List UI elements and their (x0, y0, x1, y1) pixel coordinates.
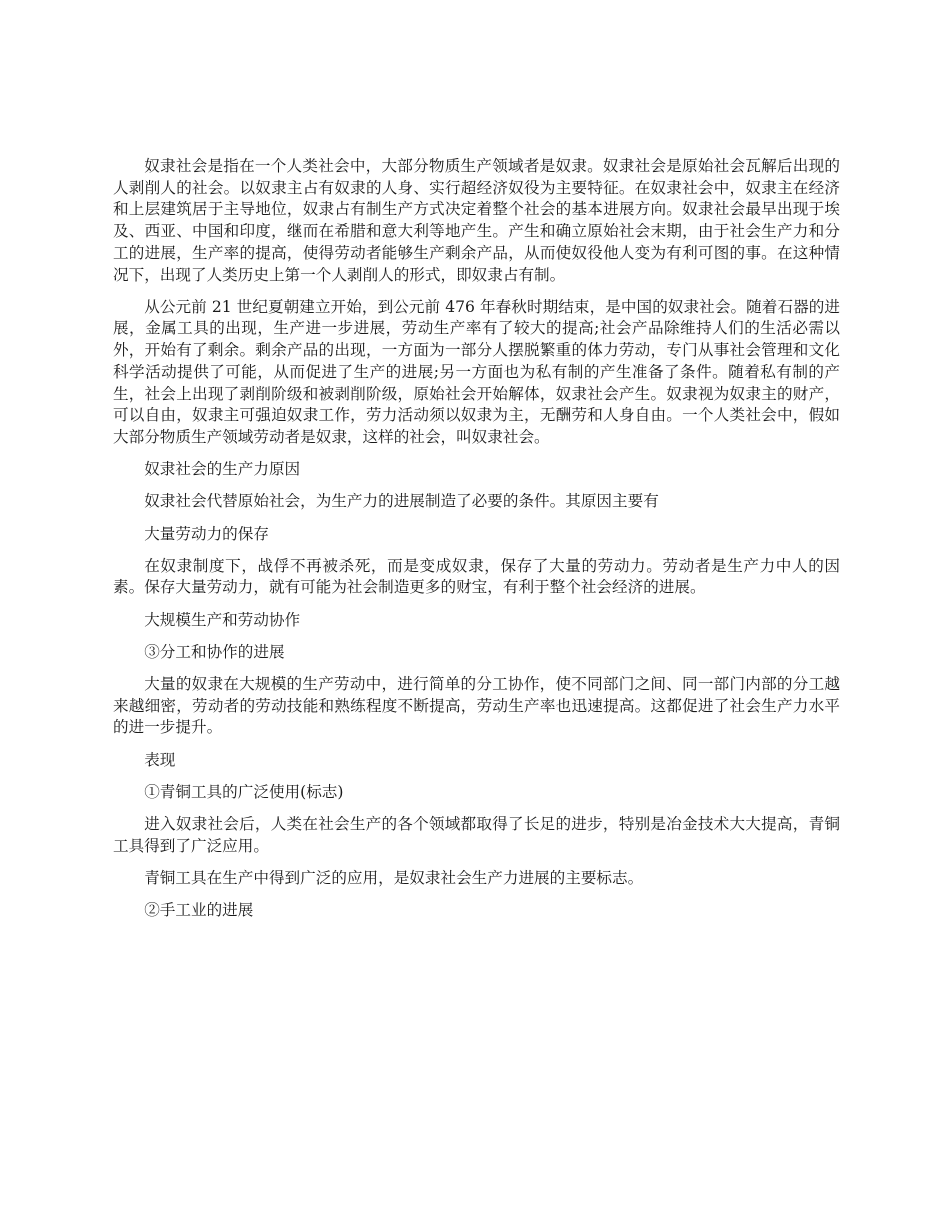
paragraph-bronze-significance: 青铜工具在生产中得到广泛的应用，是奴隶社会生产力进展的主要标志。 (144, 868, 644, 887)
heading-labor-preservation: 大量劳动力的保存 (144, 524, 269, 543)
paragraph-intro: 奴隶社会是指在一个人类社会中，大部分物质生产领域者是奴隶。奴隶社会是原始社会瓦解后出现的人剥削人的社会。以奴隶主占有奴隶的人身、实行超经济奴役为主要特征。在奴隶社会中，奴隶主在经济和上层建筑居于主导地位，奴隶占有制生产方式决定着整个社会的基本进展方向。奴隶社会最早出现于埃及、西亚、中国和印度，继而在希腊和意大利等地产生。产生和确立原始社会末期，由于社会生产力和分工的进展，生产率的提高，使得劳动者能够生产剩余产品，从而使奴役他人变为有利可图的事。在这种情况下，出现了人类历史上第一个人剥削人的形式，即奴隶占有制。 (113, 157, 840, 284)
heading-manifestation: 表现 (144, 750, 176, 769)
heading-handicraft: ②手工业的进展 (144, 901, 254, 920)
heading-division-of-labor: ③分工和协作的进展 (144, 642, 285, 661)
heading-large-scale-production: 大规模生产和劳动协作 (144, 610, 301, 629)
paragraph-labor-preservation: 在奴隶制度下，战俘不再被杀死，而是变成奴隶，保存了大量的劳动力。劳动者是生产力中人的因素。保存大量劳动力，就有可能为社会制造更多的财宝，有利于整个社会经济的进展。 (113, 556, 840, 597)
heading-productivity-reasons: 奴隶社会的生产力原因 (144, 460, 301, 479)
document-page (113, 156, 840, 932)
paragraph-china-history: 从公元前 21 世纪夏朝建立开始，到公元前 476 年春秋时期结束，是中国的奴隶社会。随着石器的进展，金属工具的出现，生产进一步进展，劳动生产率有了较大的提高;社会产品除维持人们的生活必需以外，开始有了剩余。剩余产品的出现，一方面为一部分人摆脱繁重的体力劳动，专门从事社会管理和文化科学活动提供了可能，从而促进了生产的进展;另一方面也为私有制的产生准备了条件。随着私有制的产生，社会上出现了剥削阶级和被剥削阶级，原始社会开始解体，奴隶社会产生。奴隶视为奴隶主的财产，可以自由，奴隶主可强迫奴隶工作，劳力活动须以奴隶为主，无酬劳和人身自由。一个人类社会中，假如大部分物质生产领域劳动者是奴隶，这样的社会，叫奴隶社会。 (113, 297, 840, 446)
paragraph-division-of-labor: 大量的奴隶在大规模的生产劳动中，进行简单的分工协作，使不同部门之间、同一部门内部的分工越来越细密，劳动者的劳动技能和熟练程度不断提高，劳动生产率也迅速提高。这都促进了社会生产力水平的进一步提升。 (113, 675, 840, 737)
paragraph-bronze-tools: 进入奴隶社会后，人类在社会生产的各个领域都取得了长足的进步，特别是冶金技术大大提高，青铜工具得到了广泛应用。 (113, 815, 840, 855)
paragraph-reasons-intro: 奴隶社会代替原始社会，为生产力的进展制造了必要的条件。其原因主要有 (144, 492, 659, 511)
heading-bronze-tools: ①青铜工具的广泛使用(标志) (144, 782, 344, 801)
